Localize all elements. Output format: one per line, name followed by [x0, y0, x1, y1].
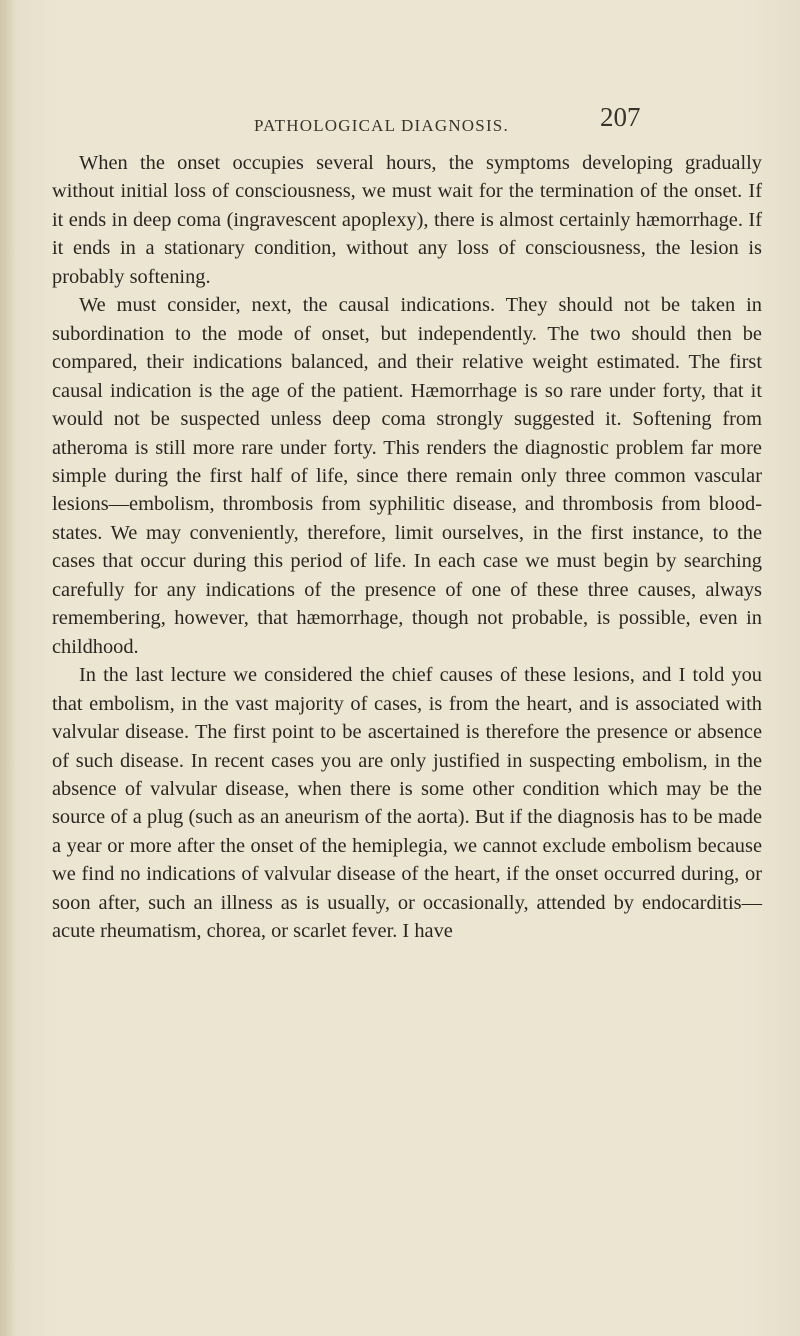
body-text	[52, 149, 762, 946]
running-head-title: PATHOLOGICAL DIAGNOSIS.	[254, 116, 509, 135]
paragraph: In the last lecture we considered the chief causes of these lesions, and I told you that embolism, in the vast majority of cases, is from the heart, and is associated with valvular disease. The first point to be ascertained is therefore the presence or absence of such disease. In recent cases you are only justified in suspecting embolism, in the absence of valvular disease, when there is some other condition which may be the source of a plug (such as an aneurism of the aorta). But if the diagnosis has to be made a year or more after the onset of the hemiplegia, we cannot exclude embolism because we find no indications of valvular disease of the heart, if the onset occurred during, or soon after, such an illness as is usually, or occasionally, attended by endocarditis—acute rheumatism, chorea, or scarlet fever. I have	[52, 664, 762, 943]
page-gutter	[0, 0, 14, 1336]
page-number: 207	[600, 102, 641, 132]
paragraph: We must consider, next, the causal indications. They should not be taken in subordination to the mode of onset, but independently. The two should then be compared, their indications balanced, and their relative weight estimated. The first causal indication is the age of the patient. Hæmorrhage is so rare under forty, that it would not be suspected unless deep coma strongly suggested it. Softening from atheroma is still more rare under forty. This renders the diagnostic problem far more simple during the first half of life, since there remain only three common vascular lesions—embolism, thrombosis from syphilitic disease, and thrombosis from blood-states. We may conveniently, therefore, limit ourselves, in the first instance, to the cases that occur during this period of life. In each case we must begin by searching carefully for any indications of the presence of one of these three causes, always remembering, however, that hæmorrhage, though not probable, is possible, even in childhood.	[52, 294, 762, 658]
running-head	[0, 102, 800, 140]
paragraph: When the onset occupies several hours, the symptoms developing gradually without initial loss of consciousness, we must wait for the termination of the onset. If it ends in deep coma (ingravescent apoplexy), there is almost certainly hæmorrhage. If it ends in a stationary condition, without any loss of consciousness, the lesion is probably softening.	[52, 152, 762, 288]
